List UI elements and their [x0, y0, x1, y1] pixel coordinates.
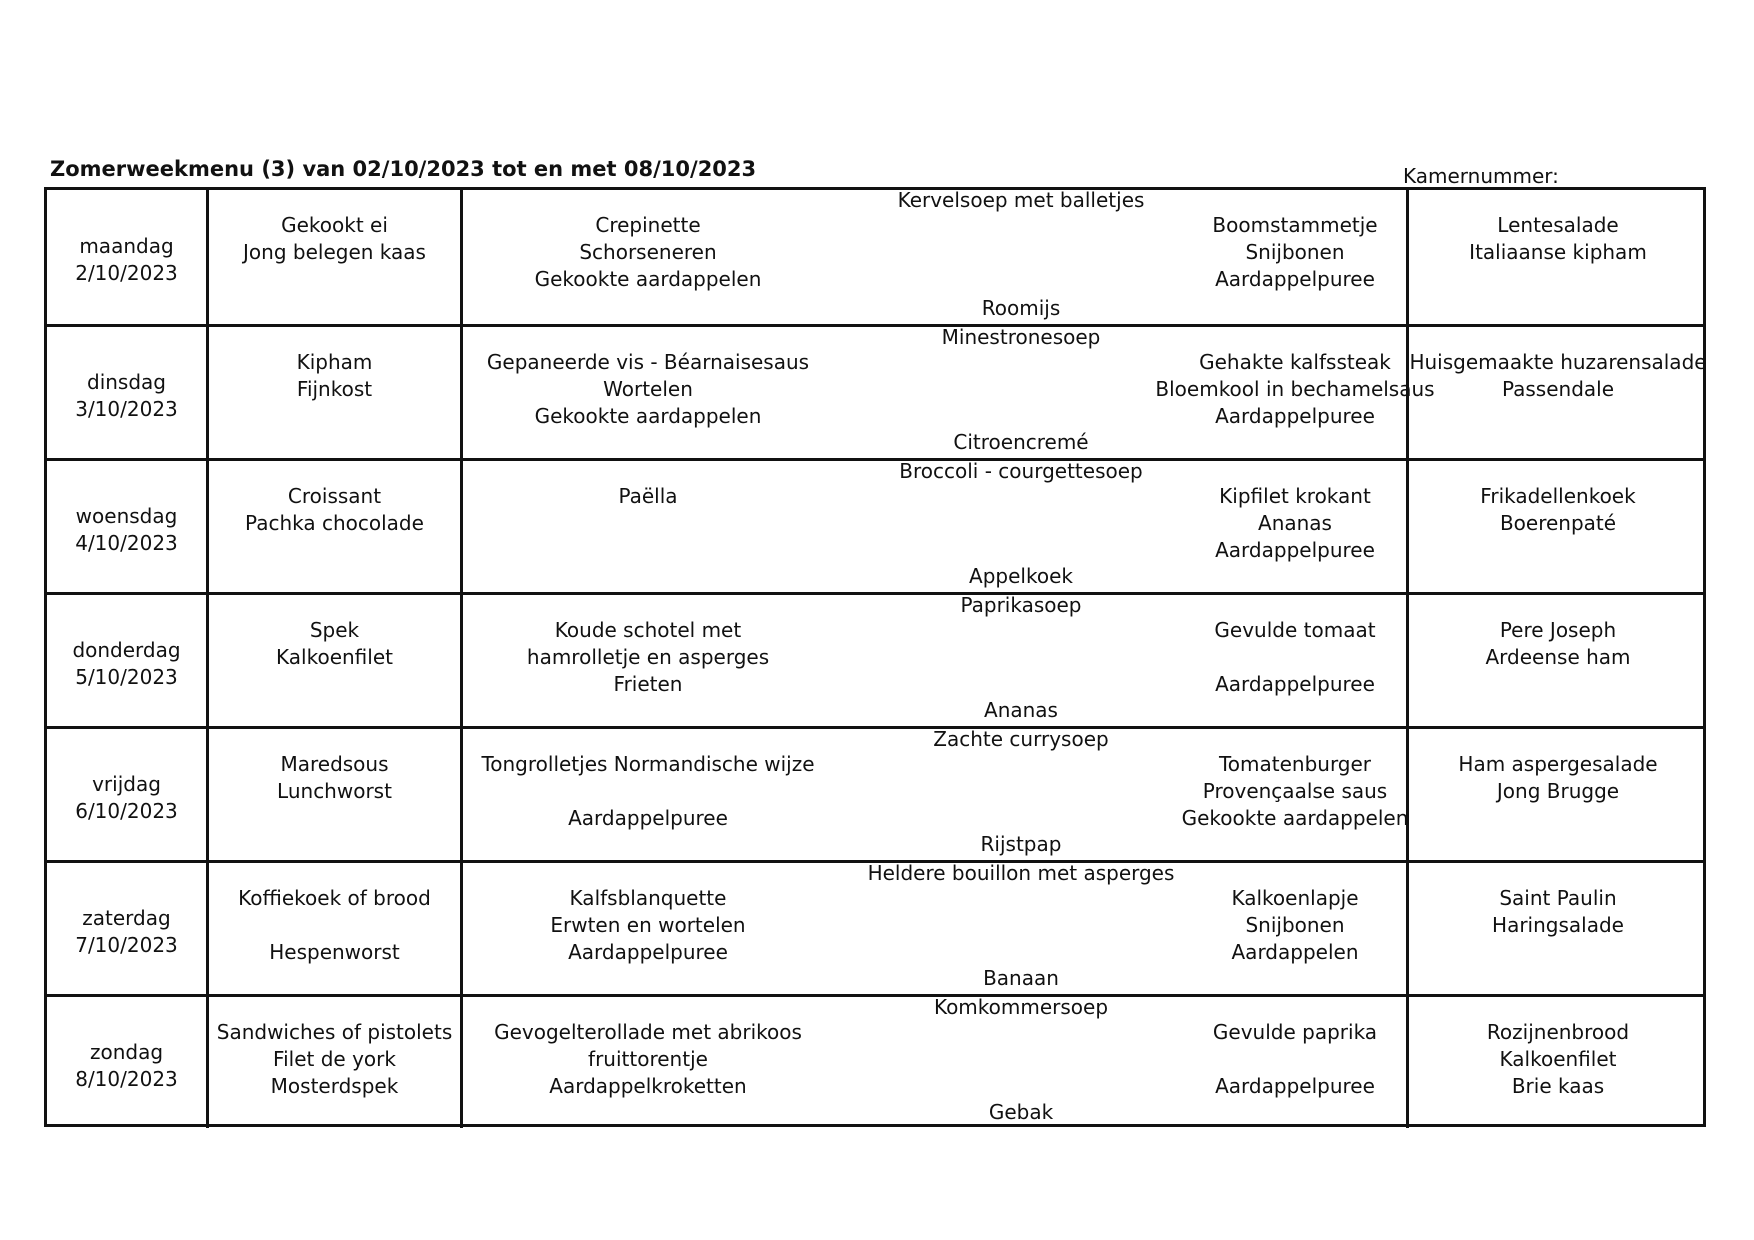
lunch-option-1-cell-item: Erwten en wortelen: [550, 913, 746, 937]
lunch-option-1-cell-item: Tongrolletjes Normandische wijze: [481, 752, 815, 776]
weekly-menu-table: [44, 187, 1706, 1127]
lunch-option-1-cell-item: Aardappelpuree: [568, 940, 728, 964]
day-date: 4/10/2023: [75, 530, 178, 555]
breakfast-cell-item: Gekookt ei: [281, 213, 388, 237]
supper-cell: [1410, 461, 1706, 592]
day-row-dinsdag: [47, 324, 1707, 458]
dessert: Rijstpap: [980, 832, 1062, 856]
lunch-option-1-cell-item: Wortelen: [603, 377, 693, 401]
day-name: donderdag: [72, 637, 181, 662]
day-cell: [47, 863, 206, 994]
day-row-zaterdag: [47, 860, 1703, 994]
soup-of-the-day: Heldere bouillon met asperges: [867, 861, 1175, 885]
breakfast-cell: [209, 461, 460, 592]
breakfast-cell-item: Spek: [309, 618, 360, 642]
supper-cell-item: Kalkoenfilet: [1499, 1047, 1617, 1071]
breakfast-cell-item: Fijnkost: [296, 377, 373, 401]
lunch-option-1-cell-item: Aardappelpuree: [568, 806, 728, 830]
day-cell: [47, 997, 206, 1128]
lunch-option-2-cell-item: Kalkoenlapje: [1231, 886, 1359, 910]
day-cell: [47, 729, 206, 860]
day-row-vrijdag: [47, 726, 1703, 860]
breakfast-cell-item: Filet de york: [273, 1047, 396, 1071]
day-row-maandag: [47, 190, 1703, 324]
supper-cell: [1410, 190, 1706, 324]
soup-of-the-day: Minestronesoep: [941, 325, 1101, 349]
breakfast-cell-item: Koffiekoek of brood: [238, 886, 431, 910]
breakfast-cell-item: Kalkoenfilet: [276, 645, 393, 669]
lunch-option-1-cell-item: Gepaneerde vis - Béarnaisesaus: [486, 350, 810, 374]
lunch-option-2-cell-item: Snijbonen: [1245, 240, 1345, 264]
supper-cell-item: Jong Brugge: [1496, 779, 1620, 803]
soup-of-the-day: Broccoli - courgettesoep: [899, 459, 1143, 483]
supper-cell: [1410, 729, 1706, 860]
lunch-option-1-cell-item: hamrolletje en asperges: [526, 645, 770, 669]
lunch-option-1-cell-item: Paëlla: [618, 484, 678, 508]
supper-cell-item: Ardeense ham: [1485, 645, 1631, 669]
lunch-option-1-cell-item: Gekookte aardappelen: [534, 267, 762, 291]
lunch-option-1-cell-item: Koude schotel met: [554, 618, 742, 642]
breakfast-cell-item: Mosterdspek: [270, 1074, 399, 1098]
day-name: zondag: [89, 1039, 164, 1064]
breakfast-cell: [209, 997, 460, 1128]
room-number-label: Kamernummer:: [1403, 164, 1559, 188]
day-date: 3/10/2023: [75, 396, 178, 421]
lunch-option-2-cell-item: Aardappelpuree: [1215, 538, 1375, 562]
day-date: 7/10/2023: [75, 932, 178, 957]
supper-cell: [1410, 997, 1706, 1128]
lunch-option-2-cell-item: Ananas: [1258, 511, 1332, 535]
lunch-option-1-cell-item: Schorseneren: [579, 240, 717, 264]
day-name: vrijdag: [92, 771, 161, 796]
lunch-option-2-cell-item: Snijbonen: [1245, 913, 1345, 937]
supper-cell: [1410, 595, 1706, 726]
menu-title: Zomerweekmenu (3) van 02/10/2023 tot en met 08/10/2023: [50, 157, 757, 181]
lunch-option-1-cell-item: Gevogelterollade met abrikoos: [494, 1020, 802, 1044]
breakfast-cell: [209, 190, 460, 324]
day-name: maandag: [79, 234, 174, 258]
lunch-option-2-cell-item: Provençaalse saus: [1202, 779, 1388, 803]
soup-of-the-day: Zachte currysoep: [933, 727, 1109, 751]
dessert: Roomijs: [981, 296, 1061, 320]
breakfast-cell: [209, 327, 460, 458]
dessert: Gebak: [988, 1100, 1054, 1124]
soup-of-the-day: Komkommersoep: [933, 995, 1109, 1019]
lunch-option-2-cell-item: Aardappelpuree: [1215, 672, 1375, 696]
lunch-option-2-cell-item: Bloemkool in bechamelsaus: [1155, 377, 1435, 401]
lunch-option-2-cell-item: Tomatenburger: [1218, 752, 1372, 776]
supper-cell-item: Boerenpaté: [1499, 511, 1617, 535]
breakfast-cell-item: Sandwiches of pistolets: [216, 1020, 453, 1044]
dessert: Appelkoek: [969, 564, 1073, 588]
supper-cell-item: Lentesalade: [1497, 213, 1619, 237]
supper-cell-item: Rozijnenbrood: [1486, 1020, 1630, 1044]
supper-cell: [1410, 327, 1706, 458]
supper-cell-item: Italiaanse kipham: [1469, 240, 1647, 264]
lunch-option-1-cell-item: Crepinette: [595, 213, 701, 237]
supper-cell-item: Huisgemaakte huzarensalade: [1409, 350, 1707, 374]
day-cell: [47, 461, 206, 592]
breakfast-cell-item: Croissant: [287, 484, 382, 508]
lunch-option-2-cell-item: Kipfilet krokant: [1219, 484, 1371, 508]
supper-cell-item: Haringsalade: [1492, 913, 1624, 937]
lunch-option-2-cell-item: Aardappelpuree: [1215, 267, 1375, 291]
lunch-option-2-cell-item: Aardappelpuree: [1215, 404, 1375, 428]
day-row-zondag: [47, 994, 1703, 1128]
supper-cell: [1410, 863, 1706, 994]
day-cell: [47, 327, 206, 458]
supper-cell-item: Ham aspergesalade: [1458, 752, 1658, 776]
day-cell: [47, 190, 206, 324]
day-date: 2/10/2023: [75, 261, 178, 285]
supper-cell-item: Saint Paulin: [1499, 886, 1617, 910]
lunch-option-2-cell-item: Boomstammetje: [1212, 213, 1378, 237]
day-date: 5/10/2023: [75, 664, 178, 689]
supper-cell-item: Pere Joseph: [1499, 618, 1617, 642]
breakfast-cell-item: Kipham: [296, 350, 373, 374]
day-row-woensdag: [47, 458, 1703, 592]
day-name: zaterdag: [82, 905, 171, 930]
lunch-option-1-cell-item: Kalfsblanquette: [569, 886, 727, 910]
supper-cell-item: Passendale: [1501, 377, 1615, 401]
dessert: Ananas: [984, 698, 1058, 722]
lunch-option-2-cell-item: Aardappelen: [1231, 940, 1359, 964]
breakfast-cell-item: Pachka chocolade: [245, 511, 424, 535]
dessert: Banaan: [983, 966, 1059, 990]
lunch-option-1-cell-item: Aardappelkroketten: [549, 1074, 747, 1098]
breakfast-cell-item: Hespenworst: [269, 940, 400, 964]
breakfast-cell: [209, 595, 460, 726]
breakfast-cell: [209, 863, 460, 994]
breakfast-cell-item: Maredsous: [280, 752, 389, 776]
breakfast-cell-item: Jong belegen kaas: [243, 240, 426, 264]
lunch-option-2-cell-item: Gevulde tomaat: [1214, 618, 1376, 642]
breakfast-cell: [209, 729, 460, 860]
lunch-option-2-cell-item: Aardappelpuree: [1215, 1074, 1375, 1098]
lunch-option-1-cell-item: Frieten: [613, 672, 683, 696]
lunch-option-2-cell-item: Gekookte aardappelen: [1181, 806, 1409, 830]
lunch-option-1-cell-item: fruittorentje: [588, 1047, 708, 1071]
breakfast-cell-item: Lunchworst: [277, 779, 392, 803]
day-date: 8/10/2023: [75, 1066, 178, 1091]
soup-of-the-day: Kervelsoep met balletjes: [897, 188, 1145, 212]
day-name: dinsdag: [87, 369, 166, 394]
supper-cell-item: Frikadellenkoek: [1480, 484, 1636, 508]
dessert: Citroencremé: [953, 430, 1089, 454]
lunch-option-2-cell-item: Gevulde paprika: [1212, 1020, 1378, 1044]
soup-of-the-day: Paprikasoep: [960, 593, 1082, 617]
day-row-donderdag: [47, 592, 1703, 726]
day-cell: [47, 595, 206, 726]
day-date: 6/10/2023: [75, 798, 178, 823]
supper-cell-item: Brie kaas: [1511, 1074, 1605, 1098]
lunch-option-2-cell-item: Gehakte kalfssteak: [1199, 350, 1391, 374]
day-name: woensdag: [75, 503, 178, 528]
lunch-option-1-cell-item: Gekookte aardappelen: [534, 404, 762, 428]
